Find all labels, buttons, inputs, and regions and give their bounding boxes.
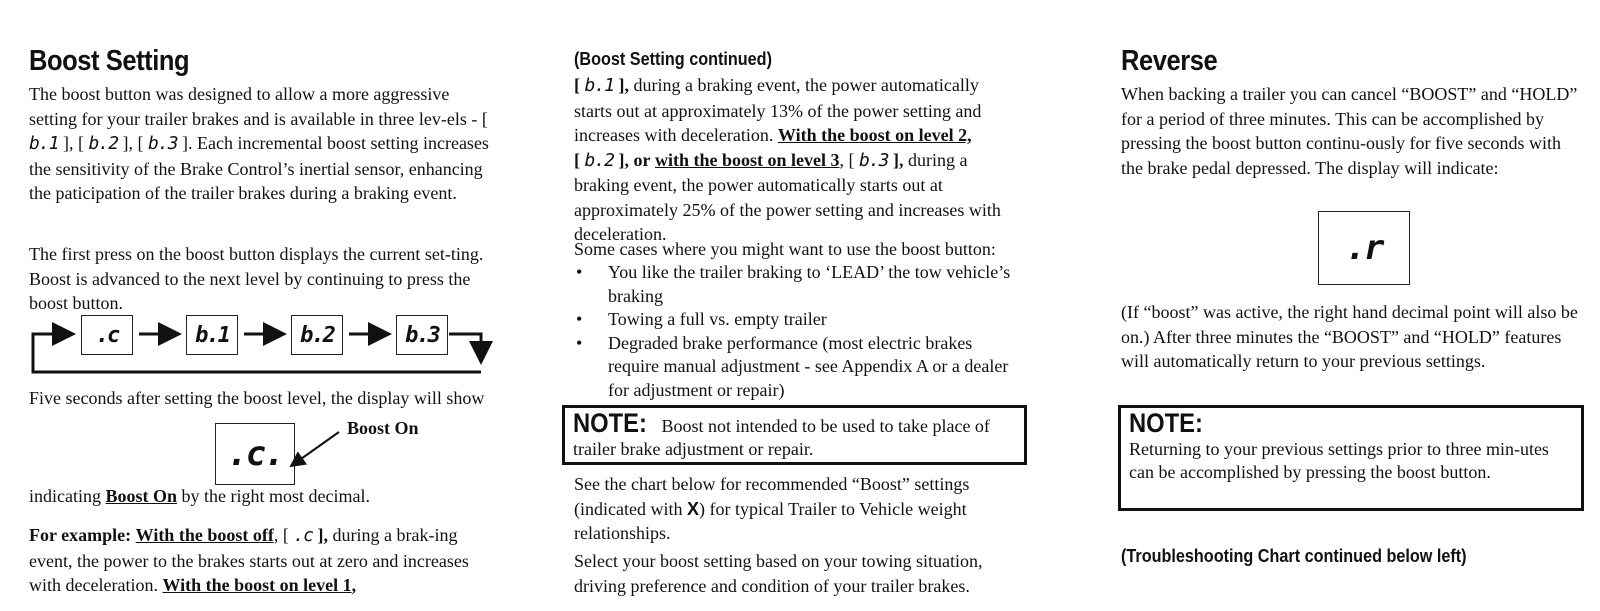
boost-setting-heading: Boost Setting (29, 45, 190, 77)
level-b2-display-text: b.2 (88, 133, 119, 154)
list-item: • You like the trailer braking to ‘LEAD’ the tow vehicle’s braking (574, 261, 1014, 308)
example-paragraph: For example: With the boost off, [ .c ], during a brak-ing event, the power to the brakes starts out at zero and increases with deceleration. With the boost on level 1, (29, 525, 469, 595)
boost-intro-paragraph: The boost button was designed to allow a more aggressive setting for your trailer brakes and is available in three lev-els - [ b.1 ], [ b.2 ], [ b.3 ]. Each incremental boost setting increases the sensitivity of the Brake Control’s inertial sensor, enhancing the paticipation of the trailer brakes during a braking event. (29, 84, 489, 203)
note-title: NOTE: (573, 408, 647, 438)
cycle-display-off: .c (81, 315, 133, 355)
level-b3-display-text: b.3 (859, 149, 889, 171)
reverse-display: .r (1318, 211, 1410, 285)
reverse-paragraph: When backing a trailer you can cancel “BOOST” and “HOLD” for a period of three minutes. This can be accomplished by pressing the boost button continu-ously for five seconds with the brake pedal depressed. The display will indicate: (1121, 84, 1578, 178)
note-title: NOTE: (1129, 408, 1203, 438)
boost-on-label: Boost On (347, 418, 419, 438)
reverse-return-paragraph: (If “boost” was active, the right hand decimal point will also be on.) After three minutes the “BOOST” and “HOLD” features will automatically return to your previous settings. (1121, 302, 1578, 371)
level-off-display-text: .c (293, 525, 314, 546)
level-b3-display-text: b.3 (148, 133, 178, 154)
troubleshooting-continued-label: (Troubleshooting Chart continued below left) (1121, 546, 1467, 566)
cycle-display-level-3: b.3 (396, 315, 448, 355)
level-b1-display-text: b.1 (584, 75, 615, 96)
level-b2-display-text: b.2 (584, 149, 615, 171)
x-mark-icon: X (686, 498, 699, 519)
use-cases-list (574, 261, 1014, 402)
cycle-arrows-icon (29, 300, 499, 380)
list-item: • Degraded brake performance (most electric brakes require manual adjustment - see Appendix A or a dealer for adjustment or repair) (574, 332, 1014, 403)
boost-on-indicator-paragraph: indicating Boost On by the right most decimal. (29, 486, 370, 506)
reverse-heading: Reverse (1121, 45, 1218, 77)
boost-note-box (562, 405, 1027, 465)
cycle-display-level-2: b.2 (291, 315, 343, 355)
note-text: Boost not intended to be used to take place of trailer brake adjustment or repair. (573, 416, 990, 459)
chart-reference-paragraph: See the chart below for recommended “Boost” settings (indicated with X) for typical Trailer to Vehicle weight relationships. (574, 474, 970, 543)
cycle-display-level-1: b.1 (186, 315, 238, 355)
level-b1-display-text: b.1 (29, 133, 59, 154)
note-text: Returning to your previous settings prior to three min-utes can be accomplished by pressing the boost button. (1129, 439, 1549, 482)
boost-on-display: .c. (215, 423, 295, 485)
five-seconds-paragraph: Five seconds after setting the boost level, the display will show (29, 388, 485, 408)
list-item: • Towing a full vs. empty trailer (574, 308, 1014, 332)
select-boost-paragraph: Select your boost setting based on your towing situation, driving preference and condition of your trailer brakes. (574, 551, 983, 596)
boost-levels-paragraph: [ b.1 ], during a braking event, the power automatically starts out at approximately 13% of the power setting and increases with deceleration. With the boost on level 2, [ b.2 ], or with the boost on level 3, [ b.3 ], during a braking event, the power automatically starts out at approximately 25% of the power setting and increases with deceleration. (574, 75, 1001, 244)
use-cases-intro: Some cases where you might want to use the boost button: (574, 239, 996, 259)
boost-press-paragraph: The first press on the boost button displays the current set-ting. Boost is advanced to the next level by continuing to press the boost button. (29, 244, 484, 313)
boost-continued-heading: (Boost Setting continued) (574, 49, 772, 69)
reverse-note-box (1118, 405, 1584, 511)
